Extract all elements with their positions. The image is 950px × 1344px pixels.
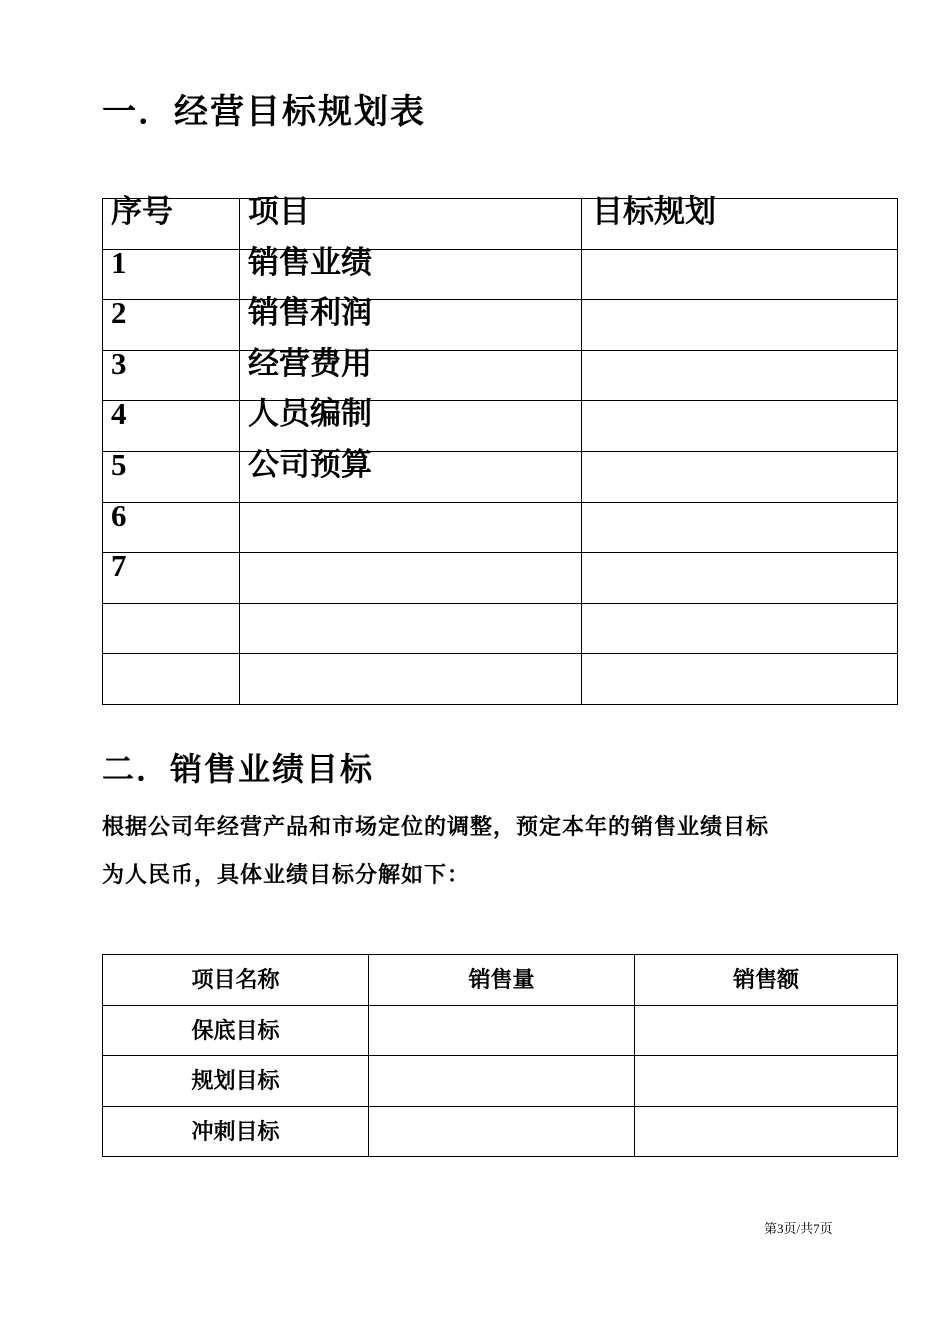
row-item-cell	[240, 603, 582, 654]
row-no-cell: 6	[103, 502, 240, 553]
table-row	[103, 350, 898, 401]
row-item-cell: 销售业绩	[240, 249, 582, 300]
table-row	[103, 553, 898, 604]
header-cell-target: 目标规划	[582, 199, 898, 250]
table-row	[103, 1056, 898, 1107]
row-target-cell	[582, 654, 898, 705]
row-no-cell	[103, 603, 240, 654]
row-name-cell: 规划目标	[103, 1056, 369, 1107]
table-row	[103, 603, 898, 654]
row-no-cell	[103, 654, 240, 705]
row-amount-cell	[635, 1056, 898, 1107]
row-volume-cell	[369, 1056, 635, 1107]
row-no-cell: 7	[103, 553, 240, 604]
row-no-cell: 2	[103, 300, 240, 351]
row-target-cell	[582, 350, 898, 401]
header-cell-name: 项目名称	[103, 955, 369, 1006]
header-cell-amount: 销售额	[635, 955, 898, 1006]
header-cell-volume: 销售量	[369, 955, 635, 1006]
table-header-row	[103, 199, 898, 250]
header-cell-no: 序号	[103, 199, 240, 250]
row-item-cell	[240, 502, 582, 553]
business-target-plan-table	[102, 194, 898, 705]
page-number: 第3页/共7页	[764, 1221, 833, 1236]
table-row	[103, 654, 898, 705]
row-target-cell	[582, 603, 898, 654]
row-target-cell	[582, 502, 898, 553]
row-item-cell: 销售利润	[240, 300, 582, 351]
row-name-cell: 保底目标	[103, 1005, 369, 1056]
row-item-cell	[240, 654, 582, 705]
table-row	[103, 300, 898, 351]
table-row	[103, 502, 898, 553]
row-target-cell	[582, 451, 898, 502]
sales-target-table	[102, 954, 898, 1157]
row-target-cell	[582, 300, 898, 351]
row-target-cell	[582, 553, 898, 604]
section2-title: 二．销售业绩目标	[102, 750, 375, 788]
row-no-cell: 4	[103, 401, 240, 452]
row-item-cell: 经营费用	[240, 350, 582, 401]
row-volume-cell	[369, 1106, 635, 1157]
section2-paragraph-line2: 为人民币，具体业绩目标分解如下：	[102, 863, 471, 888]
table-row	[103, 1106, 898, 1157]
header-cell-item: 项目	[240, 199, 582, 250]
section2-paragraph-line1: 根据公司年经营产品和市场定位的调整，预定本年的销售业绩目标	[102, 815, 770, 840]
row-amount-cell	[635, 1106, 898, 1157]
table-row	[103, 401, 898, 452]
row-item-cell	[240, 553, 582, 604]
table-row	[103, 249, 898, 300]
table-row	[103, 451, 898, 502]
row-no-cell: 1	[103, 249, 240, 300]
row-item-cell: 人员编制	[240, 401, 582, 452]
row-no-cell: 5	[103, 451, 240, 502]
row-amount-cell	[635, 1005, 898, 1056]
section1-title: 一．经营目标规划表	[102, 92, 426, 132]
row-volume-cell	[369, 1005, 635, 1056]
row-target-cell	[582, 401, 898, 452]
table-header-row	[103, 955, 898, 1006]
row-no-cell: 3	[103, 350, 240, 401]
table-row	[103, 1005, 898, 1056]
row-item-cell: 公司预算	[240, 451, 582, 502]
row-name-cell: 冲刺目标	[103, 1106, 369, 1157]
row-target-cell	[582, 249, 898, 300]
